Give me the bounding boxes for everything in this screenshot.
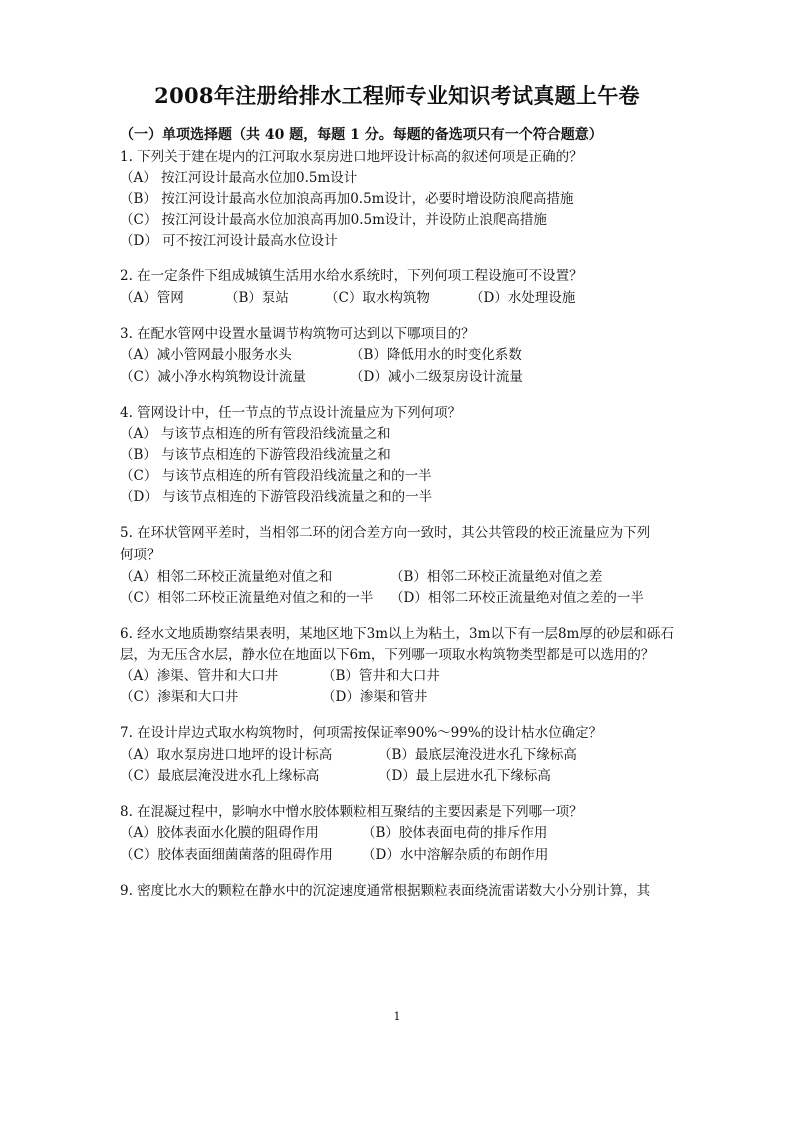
question-7-option-b: （B）最底层淹没进水孔下缘标高 (378, 747, 577, 763)
question-5-option-d: （D）相邻二环校正流量绝对值之差的一半 (390, 590, 644, 606)
question-8-stem: 8. 在混凝过程中，影响水中憎水胶体颗粒相互聚结的主要因素是下列哪一项？ (120, 804, 583, 820)
question-6-option-d: （D）渗渠和管井 (322, 689, 428, 705)
question-2-option-b: （B）泵站 (225, 290, 289, 306)
question-2-option-a: （A）管网 (120, 290, 184, 306)
question-1-option-d: （D） 可不按江河设计最高水位设计 (120, 233, 338, 249)
question-6-option-a: （A）渗渠、管井和大口井 (120, 668, 279, 684)
question-3-option-a: （A）减小管网最小服务水头 (120, 347, 292, 363)
question-2-option-c: （C）取水构筑物 (325, 290, 430, 306)
question-5-option-c: （C）相邻二环校正流量绝对值之和的一半 (120, 590, 374, 606)
question-7-stem: 7. 在设计岸边式取水构筑物时，何项需按保证率90%～99%的设计枯水位确定？ (120, 725, 603, 741)
question-9-stem: 9. 密度比水大的颗粒在静水中的沉淀速度通常根据颗粒表面绕流雷诺数大小分别计算，其 (120, 883, 651, 899)
question-3-option-c: （C）减小净水构筑物设计流量 (120, 369, 306, 385)
question-6-option-b: （B）管井和大口井 (322, 668, 440, 684)
question-7-option-c: （C）最底层淹没进水孔上缘标高 (120, 768, 320, 784)
question-4-stem: 4. 管网设计中，任一节点的节点设计流量应为下列何项？ (120, 405, 462, 421)
question-4-option-b: （B） 与该节点相连的下游管段沿线流量之和 (120, 447, 391, 463)
question-3-option-b: （B）降低用水的时变化系数 (350, 347, 522, 363)
page-number: 1 (393, 1010, 401, 1023)
question-3-stem: 3. 在配水管网中设置水量调节构筑物可达到以下哪项目的？ (120, 326, 475, 342)
question-7-option-a: （A）取水泵房进口地坪的设计标高 (120, 747, 333, 763)
question-6-stem-cont: 层，为无压含水层，静水位在地面以下6m，下列哪一项取水构筑物类型都是可以选用的？ (120, 647, 655, 663)
question-1-stem: 1. 下列关于建在堤内的江河取水泵房进口地坪设计标高的叙述何项是正确的？ (120, 149, 583, 165)
question-8-option-b: （B）胶体表面电荷的排斥作用 (362, 825, 548, 841)
question-5-stem-cont: 何项？ (120, 547, 161, 563)
question-2-stem: 2. 在一定条件下组成城镇生活用水给水系统时，下列何项工程设施可不设置？ (120, 268, 583, 284)
question-4-option-a: （A） 与该节点相连的所有管段沿线流量之和 (120, 426, 391, 442)
question-4-option-c: （C） 与该节点相连的所有管段沿线流量之和的一半 (120, 468, 432, 484)
question-7-option-d: （D）最上层进水孔下缘标高 (378, 768, 551, 784)
section-heading: （一）单项选择题（共 40 题，每题 1 分。每题的备选项只有一个符合题意） (120, 127, 603, 143)
question-2-option-d: （D）水处理设施 (470, 290, 576, 306)
question-8-option-a: （A）胶体表面水化膜的阻碍作用 (120, 825, 319, 841)
question-6-option-c: （C）渗渠和大口井 (120, 689, 239, 705)
question-6-stem: 6. 经水文地质勘察结果表明，某地区地下3m以上为粘土，3m以下有一层8m厚的砂层和砾石 (120, 626, 674, 642)
page-title: 2008年注册给排水工程师专业知识考试真题上午卷 (154, 83, 640, 108)
question-3-option-d: （D）减小二级泵房设计流量 (350, 369, 523, 385)
question-4-option-d: （D） 与该节点相连的下游管段沿线流量之和的一半 (120, 489, 433, 505)
question-1-option-c: （C） 按江河设计最高水位加浪高再加0.5m设计，并设防止浪爬高措施 (120, 212, 547, 228)
question-1-option-a: （A） 按江河设计最高水位加0.5m设计 (120, 170, 358, 186)
question-5-stem: 5. 在环状管网平差时，当相邻二环的闭合差方向一致时，其公共管段的校正流量应为下列 (120, 525, 651, 541)
question-8-option-d: （D）水中溶解杂质的布朗作用 (362, 847, 549, 863)
question-1-option-b: （B） 按江河设计最高水位加浪高再加0.5m设计，必要时增设防浪爬高措施 (120, 191, 574, 207)
question-5-option-a: （A）相邻二环校正流量绝对值之和 (120, 569, 333, 585)
question-5-option-b: （B）相邻二环校正流量绝对值之差 (390, 569, 603, 585)
question-8-option-c: （C）胶体表面细菌菌落的阻碍作用 (120, 847, 333, 863)
